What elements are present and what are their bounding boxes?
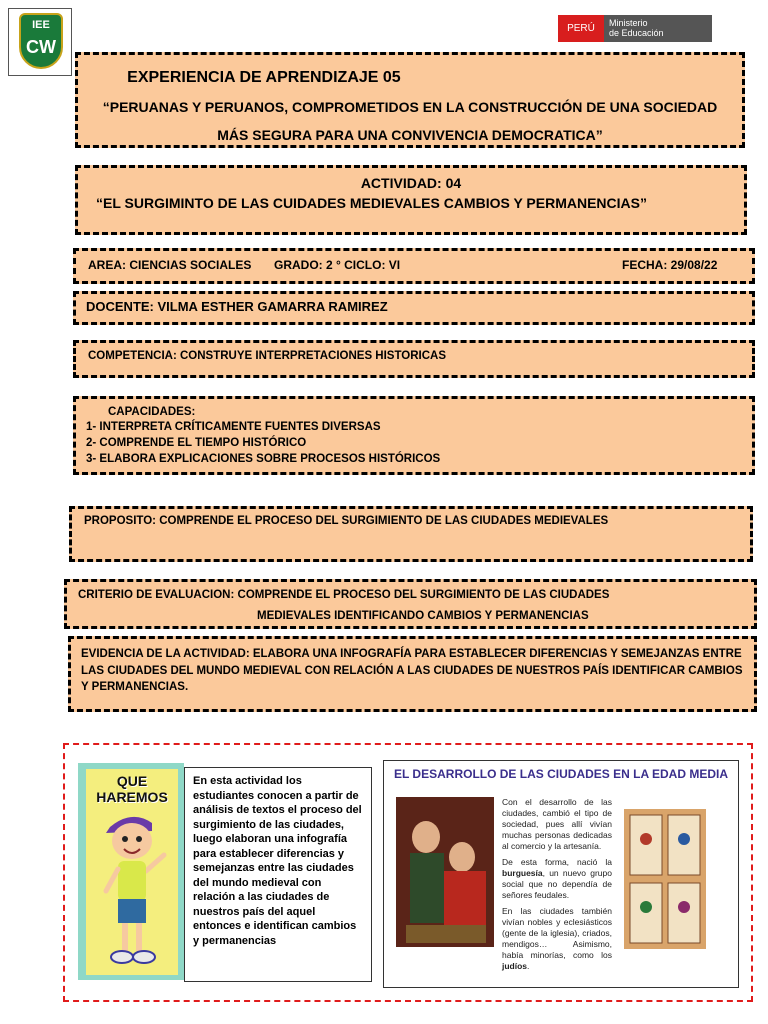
infographic-p2-start: De esta forma, nació la [502, 857, 612, 867]
experience-subtitle-line-2: MÁS SEGURA PARA UNA CONVIVENCIA DEMOCRATICA” [217, 127, 603, 143]
activity-box [75, 165, 747, 235]
area-label: AREA: CIENCIAS SOCIALES [88, 258, 252, 272]
criterio-line-2: MEDIEVALES IDENTIFICANDO CAMBIOS Y PERMANENCIAS [257, 610, 589, 622]
infographic-p2-highlight: burguesía [502, 868, 543, 878]
date-label: FECHA: 29/08/22 [622, 258, 718, 272]
criterio-box [64, 579, 757, 629]
cartoon-kid-icon [92, 807, 172, 971]
school-logo [8, 8, 72, 76]
capacidades-box [73, 396, 755, 475]
ministry-name [604, 15, 712, 42]
que-haremos-description-box [184, 767, 372, 982]
activity-number: ACTIVIDAD: 04 [360, 175, 462, 191]
infographic-p3-end: . [527, 961, 530, 971]
que-haremos-label [86, 773, 178, 805]
medieval-workshop-icon [624, 809, 706, 949]
criterio-line-1: CRITERIO DE EVALUACION: COMPRENDE EL PROCESO DEL SURGIMIENTO DE LAS CIUDADES [78, 589, 610, 601]
evidencia-box [68, 636, 757, 712]
competencia-box [73, 340, 755, 378]
ministry-logo [558, 15, 712, 42]
que-haremos-description: En esta actividad los estudiantes conocen a partir de análisis de textos el proceso del surgimiento de las ciudades, luego elaboran una infografía para establecer diferencias y semejanzas entre las ciudades del mundo medieval con relación a las ciudades de nuestros país del aquel entonces e identifican cambios y permanencias [193, 775, 362, 947]
infographic-image [383, 760, 739, 988]
que-haremos-label-1: QUE [116, 773, 148, 789]
school-logo-top-text: IEE [32, 19, 50, 31]
infographic-paragraph-3 [502, 906, 612, 972]
ministry-country: PERÚ [558, 15, 604, 42]
medieval-painting-left [396, 797, 494, 947]
docente-box [73, 291, 755, 325]
infographic-text [502, 797, 612, 972]
capacidad-item: 3- ELABORA EXPLICACIONES SOBRE PROCESOS HISTÓRICOS [86, 453, 441, 465]
infographic-paragraph-1: Con el desarrollo de las ciudades, cambió el tipo de sociedad, pues allí vivían muchas personas dedicadas al comercio y la artesanía. [502, 797, 612, 851]
proposito-box [69, 506, 753, 562]
grade-label: GRADO: 2 ° CICLO: VI [274, 258, 401, 272]
proposito-text: PROPOSITO: COMPRENDE EL PROCESO DEL SURGIMIENTO DE LAS CIUDADES MEDIEVALES [84, 515, 609, 527]
infographic-p3-highlight: judíos [502, 961, 528, 971]
merchant-painting-icon [396, 797, 494, 947]
infographic-p3-start: En las ciudades también vivían nobles y eclesiásticos (gente de la iglesia), criados, mendigos… Asimismo, había minorías, como los [502, 906, 612, 960]
capacidad-item: 2- COMPRENDE EL TIEMPO HISTÓRICO [86, 437, 307, 449]
teacher-name: DOCENTE: VILMA ESTHER GAMARRA RAMIREZ [86, 299, 388, 314]
activity-name: “EL SURGIMINTO DE LAS CUIDADES MEDIEVALES CAMBIOS Y PERMANENCIAS” [96, 195, 647, 211]
experience-subtitle-line-1: “PERUANAS Y PERUANOS, COMPROMETIDOS EN LA CONSTRUCCIÓN DE UNA SOCIEDAD [102, 99, 718, 115]
experience-title: EXPERIENCIA DE APRENDIZAJE 05 [127, 69, 401, 86]
ministry-name-line-1: Ministerio [609, 18, 648, 28]
competencia-text: COMPETENCIA: CONSTRUYE INTERPRETACIONES HISTORICAS [88, 350, 447, 362]
capacidades-title: CAPACIDADES: [108, 406, 196, 418]
infographic-paragraph-2 [502, 857, 612, 901]
title-box [75, 52, 745, 148]
ministry-name-line-2: de Educación [609, 28, 664, 38]
area-box [73, 248, 755, 284]
capacidad-item: 1- INTERPRETA CRÍTICAMENTE FUENTES DIVERSAS [86, 421, 381, 433]
que-haremos-label-2: HAREMOS [96, 789, 168, 805]
medieval-illustration-right [624, 809, 706, 949]
infographic-p2-end: , un nuevo grupo social que no dependía de señores feudales. [502, 868, 612, 900]
school-logo-bottom-text: CW [26, 37, 56, 57]
shield-icon [19, 13, 63, 69]
evidencia-text: EVIDENCIA DE LA ACTIVIDAD: ELABORA UNA INFOGRAFÍA PARA ESTABLECER DIFERENCIAS Y SEMEJANZAS ENTRE LAS CIUDADES DEL MUNDO MEDIEVAL CON RELACIÓN A LAS CIUDADES DE NUESTROS PAÍS IDENTIFICAR CAMBIOS Y PERMANENCIAS. [81, 648, 743, 693]
infographic-title: EL DESARROLLO DE LAS CIUDADES EN LA EDAD MEDIA [393, 767, 729, 781]
que-haremos-panel [86, 769, 178, 975]
